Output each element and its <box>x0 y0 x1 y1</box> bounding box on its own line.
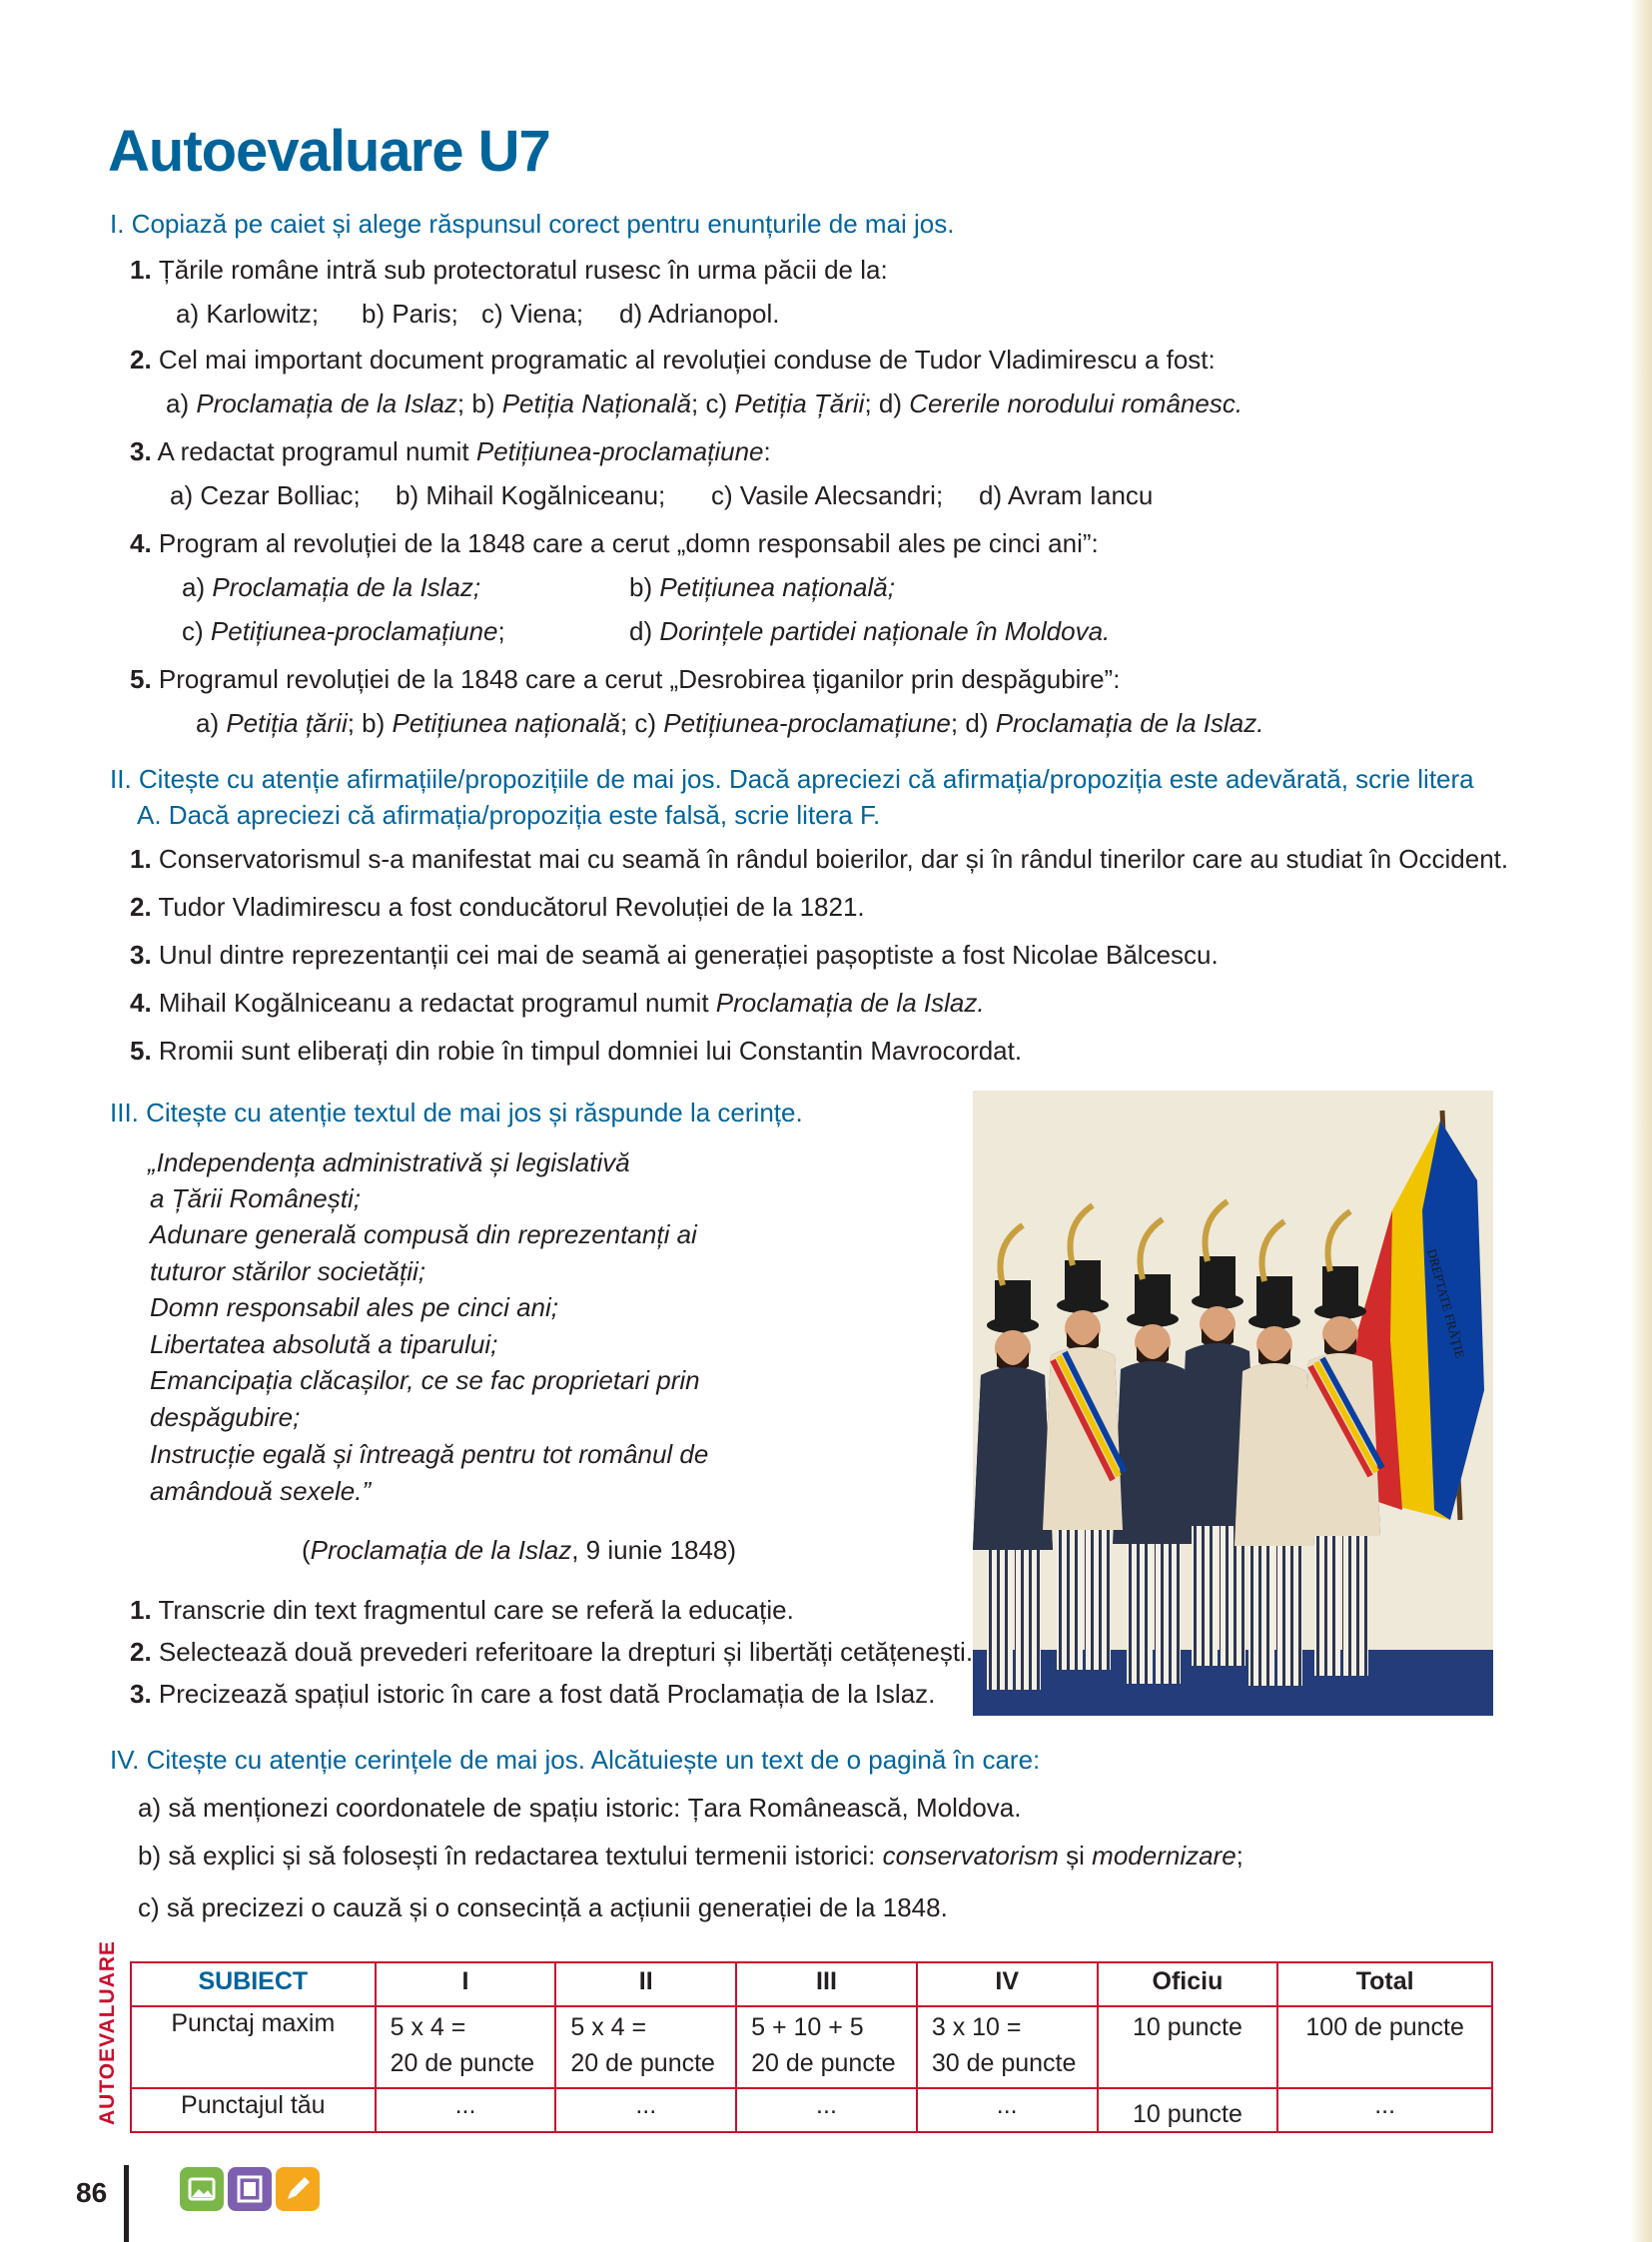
quote-line: a Țării Românești; <box>150 1183 361 1213</box>
quote-line: despăgubire; <box>150 1402 301 1432</box>
self-evaluation-side-label: AUTOEVALUARE <box>96 1939 119 2125</box>
table-cell: 5 x 4 = 20 de puncte <box>555 2006 736 2088</box>
table-cell: 10 puncte <box>1098 2088 1278 2132</box>
header-subiect: SUBIECT <box>131 1962 376 2006</box>
statement-4: 4. Mihail Kogălniceanu a redactat programul numit Proclamația de la Islaz. <box>130 988 985 1018</box>
section-2-heading: II. Citește cu atenție afirmațiile/propozițiile de mai jos. Dacă apreciezi că afirmația/propoziția este adevărată, scrie litera <box>110 764 1474 794</box>
page-edge <box>1630 0 1652 2242</box>
header-cell: I <box>376 1962 556 2006</box>
question-4-option-a: a) Proclamația de la Islaz; <box>182 572 481 602</box>
task-1: 1. Transcrie din text fragmentul care se referă la educație. <box>130 1595 794 1625</box>
statement-1: 1. Conservatorismul s-a manifestat mai cu seamă în rândul boierilor, dar și în rândul tinerilor care au studiat în Occident. <box>130 844 1509 874</box>
section-2-heading-cont: A. Dacă apreciezi că afirmația/propoziția este falsă, scrie litera F. <box>137 800 881 830</box>
quote-line: „Independența administrativă și legislativă <box>148 1147 630 1177</box>
statement-3: 3. Unul dintre reprezentanții cei mai de seamă ai generației pașoptiste a fost Nicolae Bălcescu. <box>130 940 1219 970</box>
question-4-option-c: c) Petițiunea-proclamațiune; <box>182 616 505 646</box>
table-cell: ... <box>736 2088 917 2132</box>
question-text: Cel mai important document programatic al revoluției conduse de Tudor Vladimirescu a fost: <box>158 345 1216 374</box>
film-icon[interactable] <box>228 2167 272 2211</box>
quote-line: Instrucție egală și întreagă pentru tot românul de <box>150 1439 709 1469</box>
question-number: 3. <box>130 436 152 466</box>
question-2 <box>130 344 1216 375</box>
score-table <box>130 1961 1493 2133</box>
pencil-icon[interactable] <box>276 2167 320 2211</box>
quote-line: Libertatea absolută a tiparului; <box>150 1329 498 1359</box>
question-number: 5. <box>130 664 152 694</box>
header-cell: II <box>555 1962 736 2006</box>
quote-line: tuturor stărilor societății; <box>150 1256 425 1286</box>
revolutionaries-illustration <box>973 1091 1493 1716</box>
section-4-heading: IV. Citește cu atenție cerințele de mai jos. Alcătuiește un text de o pagină în care: <box>110 1745 1041 1775</box>
image-icon[interactable] <box>180 2167 224 2211</box>
question-1-option-b: b) Paris; <box>362 299 458 329</box>
question-text: Programul revoluției de la 1848 care a cerut „Desrobirea țiganilor prin despăgubire”: <box>158 664 1121 694</box>
question-3: 3. A redactat programul numit Petițiunea-proclamațiune: <box>130 436 771 466</box>
quote-line: Emancipația clăcașilor, ce se fac proprietari prin <box>150 1365 700 1395</box>
table-cell: ... <box>555 2088 736 2132</box>
score-table-header <box>131 1962 1492 2006</box>
question-3-option-d: d) Avram Iancu <box>979 480 1154 510</box>
row-label: Punctaj maxim <box>131 2006 376 2088</box>
header-cell: IV <box>917 1962 1098 2006</box>
question-number: 4. <box>130 528 152 558</box>
question-1-option-c: c) Viena; <box>481 299 584 329</box>
statement-2: 2. Tudor Vladimirescu a fost conducătorul Revoluției de la 1821. <box>130 892 865 922</box>
header-cell: III <box>736 1962 917 2006</box>
table-cell: ... <box>917 2088 1098 2132</box>
page-number: 86 <box>76 2177 108 2208</box>
task-3: 3. Precizează spațiul istoric în care a fost dată Proclamația de la Islaz. <box>130 1679 936 1709</box>
table-cell: ... <box>376 2088 556 2132</box>
row-label: Punctajul tău <box>131 2088 376 2132</box>
question-text: Țările române intră sub protectoratul rusesc în urma păcii de la: <box>158 255 888 285</box>
question-4 <box>130 527 1099 559</box>
question-number: 2. <box>130 345 152 374</box>
question-3-option-a: a) Cezar Bolliac; <box>170 480 361 510</box>
task-2: 2. Selectează două prevederi referitoare la drepturi și libertăți cetățenești. <box>130 1637 974 1667</box>
header-cell: Total <box>1277 1962 1492 2006</box>
section-3-heading: III. Citește cu atenție textul de mai jos și răspunde la cerințe. <box>110 1098 803 1127</box>
table-cell: ... <box>1277 2088 1492 2132</box>
page-title: Autoevaluare U7 <box>108 119 550 184</box>
question-text: Program al revoluției de la 1848 care a cerut „domn responsabil ales pe cinci ani”: <box>158 528 1099 558</box>
quote-line: amândouă sexele.” <box>150 1476 372 1506</box>
quote-line: Domn responsabil ales pe cinci ani; <box>150 1292 558 1322</box>
question-3-option-c: c) Vasile Alecsandri; <box>711 480 944 510</box>
question-1 <box>130 254 888 286</box>
table-cell: 3 x 10 = 30 de puncte <box>917 2006 1098 2088</box>
page-number-divider <box>124 2165 129 2242</box>
your-score-row <box>131 2088 1492 2132</box>
question-5-options: a) Petiția țării; b) Petițiunea națională; c) Petițiunea-proclamațiune; d) Proclamația de la Islaz. <box>196 708 1264 738</box>
table-cell: 5 + 10 + 5 20 de puncte <box>736 2006 917 2088</box>
requirement-a: a) să menționezi coordonatele de spațiu istoric: Țara Românească, Moldova. <box>138 1793 1022 1823</box>
question-5 <box>130 663 1120 695</box>
question-1-option-a: a) Karlowitz; <box>176 299 320 329</box>
question-1-option-d: d) Adrianopol. <box>619 299 780 329</box>
quote-source: (Proclamația de la Islaz, 9 iunie 1848) <box>302 1535 737 1565</box>
quote-line: Adunare generală compusă din reprezentanți ai <box>150 1219 697 1249</box>
table-cell: 100 de puncte <box>1277 2006 1492 2088</box>
requirement-b: b) să explici și să folosești în redactarea textului termenii istorici: conservatorism și modernizare; <box>138 1841 1243 1870</box>
header-cell: Oficiu <box>1098 1962 1278 2006</box>
question-number: 1. <box>130 255 152 285</box>
question-3-option-b: b) Mihail Kogălniceanu; <box>396 480 666 510</box>
question-4-option-b: b) Petițiunea națională; <box>629 572 895 602</box>
table-cell: 10 puncte <box>1098 2006 1278 2088</box>
max-score-row <box>131 2006 1492 2088</box>
statement-5: 5. Rromii sunt eliberați din robie în timpul domniei lui Constantin Mavrocordat. <box>130 1036 1023 1066</box>
table-cell: 5 x 4 = 20 de puncte <box>376 2006 556 2088</box>
question-4-option-d: d) Dorințele partidei naționale în Moldova. <box>629 616 1111 646</box>
flag-inscription: DREPTATE FRĂȚIE <box>1424 1246 1468 1360</box>
requirement-c: c) să precizezi o cauză și o consecință a acțiunii generației de la 1848. <box>138 1892 948 1922</box>
section-1-heading: I. Copiază pe caiet și alege răspunsul corect pentru enunțurile de mai jos. <box>110 209 955 239</box>
question-2-options: a) Proclamația de la Islaz; b) Petiția Națională; c) Petiția Țării; d) Cererile norodului românesc. <box>166 388 1243 418</box>
